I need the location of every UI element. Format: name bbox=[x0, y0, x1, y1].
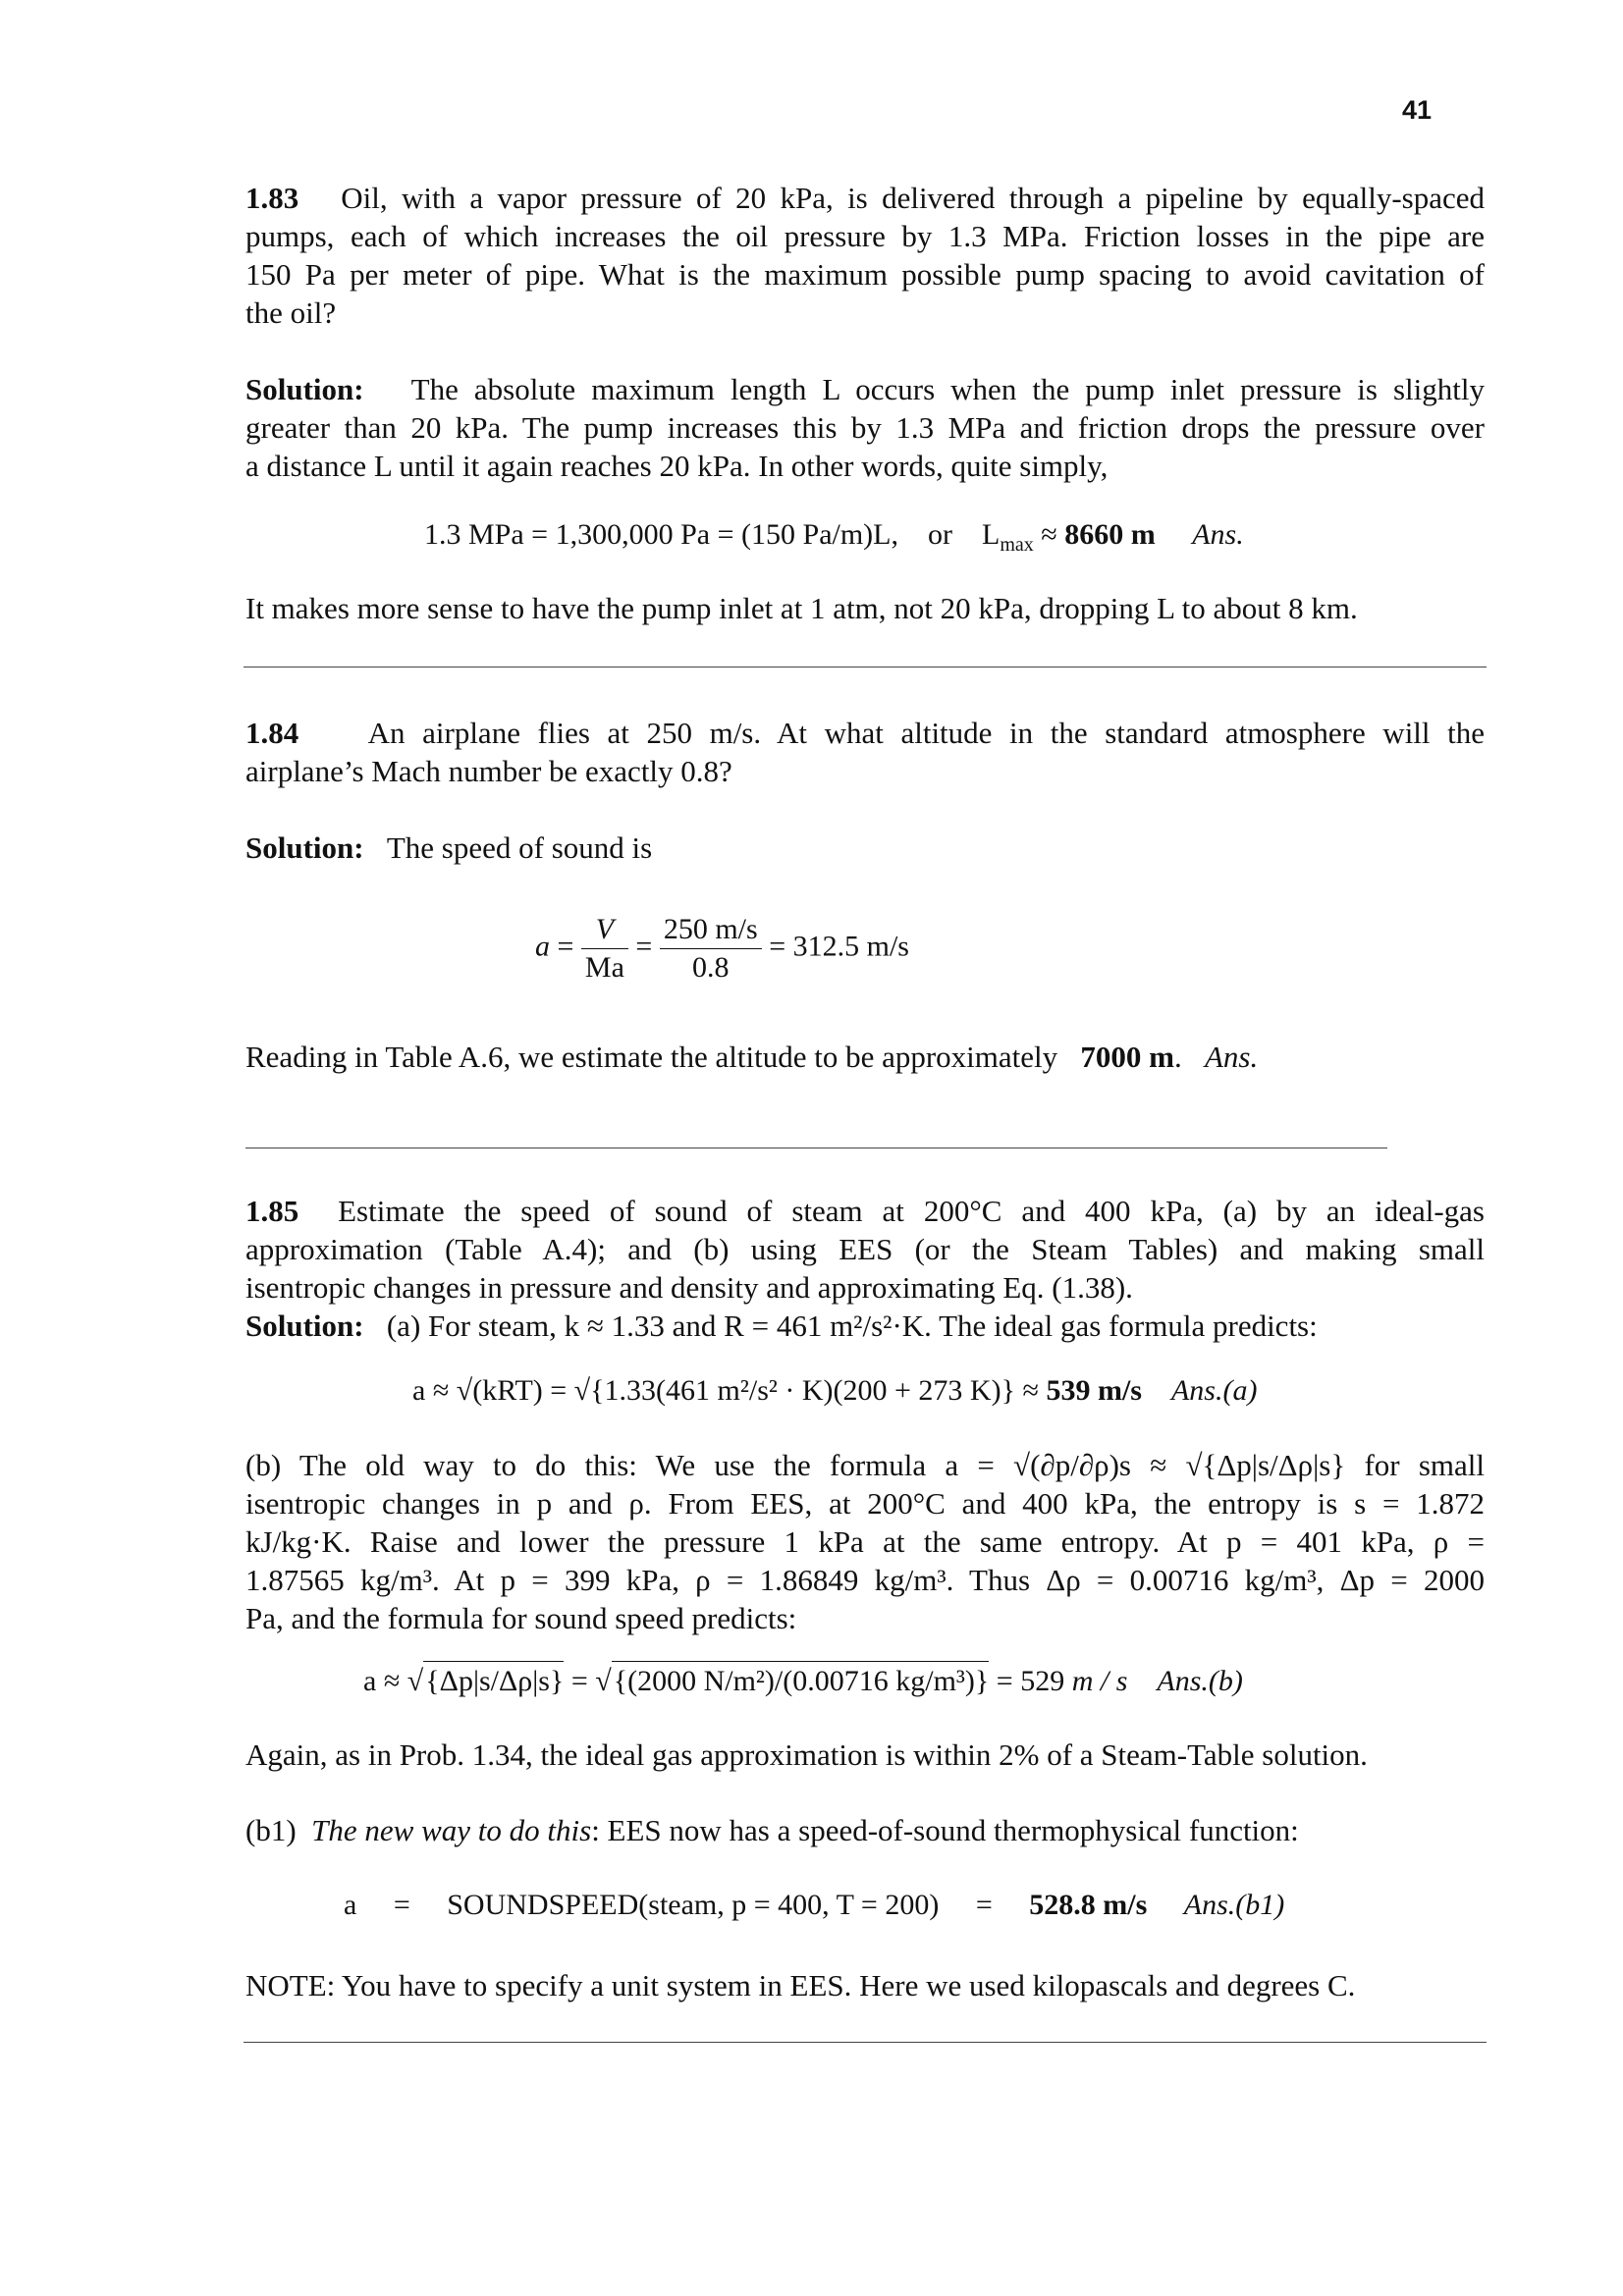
ans-label: Ans.(a) bbox=[1170, 1374, 1258, 1407]
question-line: 150 Pa per meter of pipe. What is the maximum possible pump spacing to avoid cavitation of bbox=[245, 257, 1485, 292]
ans-label: Ans. bbox=[1204, 1040, 1259, 1074]
solution-line: Solution: The speed of sound is bbox=[245, 830, 653, 865]
answer-value: 8660 m bbox=[1064, 518, 1156, 551]
part-b-line: isentropic changes in p and ρ. From EES, at 200°C and 400 kPa, the entropy is s = 1.872 bbox=[245, 1486, 1485, 1521]
again-line: Again, as in Prob. 1.34, the ideal gas approximation is within 2% of a Steam-Table solution. bbox=[245, 1737, 1368, 1772]
solution-label: Solution: bbox=[245, 1308, 364, 1343]
solution-line: Solution: (a) For steam, k ≈ 1.33 and R = 461 m²/s²·K. The ideal gas formula predicts: bbox=[245, 1308, 1318, 1343]
divider bbox=[243, 2042, 1487, 2043]
question-line: approximation (Table A.4); and (b) using EES (or the Steam Tables) and making small bbox=[245, 1232, 1485, 1266]
question-line: airplane’s Mach number be exactly 0.8? bbox=[245, 754, 732, 788]
problem-number: 1.85 bbox=[245, 1194, 299, 1228]
solution-label: Solution: bbox=[245, 372, 364, 406]
part-b-line: 1.87565 kg/m³. At p = 399 kPa, ρ = 1.86849 kg/m³. Thus Δρ = 0.00716 kg/m³, Δp = 2000 bbox=[245, 1563, 1485, 1597]
answer-value: 539 m/s bbox=[1046, 1374, 1142, 1407]
answer-value: 528.8 m/s bbox=[1029, 1889, 1148, 1921]
question-line: pumps, each of which increases the oil pressure by 1.3 MPa. Friction losses in the pipe are bbox=[245, 219, 1485, 253]
question-line: the oil? bbox=[245, 295, 337, 330]
question-line: 1.84 An airplane flies at 250 m/s. At what altitude in the standard atmosphere will the bbox=[245, 716, 1485, 750]
solution-label: Solution: bbox=[245, 830, 364, 865]
equation-speed-of-sound: a = $\frac{V}{Ma}$ = $\frac{250 m/s}{0.8}$ = 312.5 m/s bbox=[535, 911, 909, 987]
b1-line: (b1) The new way to do this: EES now has a speed-of-sound thermophysical function: bbox=[245, 1813, 1299, 1847]
question-line: isentropic changes in pressure and density and approximating Eq. (1.38). bbox=[245, 1270, 1133, 1305]
equation-soundspeed: a = SOUNDSPEED(steam, p = 400, T = 200) = 528.8 m/s Ans.(b1) bbox=[344, 1889, 1285, 1921]
part-b-line: kJ/kg·K. Raise and lower the pressure 1 kPa at the same entropy. At p = 401 kPa, ρ = bbox=[245, 1524, 1485, 1559]
sqrt-symbol: √ bbox=[595, 1665, 612, 1697]
note-line: NOTE: You have to specify a unit system in EES. Here we used kilopascals and degrees C. bbox=[245, 1968, 1356, 2002]
part-b-line: Pa, and the formula for sound speed predicts: bbox=[245, 1601, 797, 1635]
solution-line: a distance L until it again reaches 20 kPa. In other words, quite simply, bbox=[245, 449, 1109, 483]
ans-label: Ans. bbox=[1192, 518, 1244, 551]
problem-number: 1.83 bbox=[245, 181, 299, 215]
equation-isentropic: a ≈ √{Δp|s/Δρ|s} = √{(2000 N/m²)/(0.00716 kg/m³)} = 529 m / s Ans.(b) bbox=[363, 1661, 1243, 1701]
answer-value: 7000 m bbox=[1080, 1040, 1174, 1074]
page-number: 41 bbox=[1402, 95, 1433, 125]
equation-ideal-gas: a ≈ √(kRT) = √{1.33(461 m²/s² · K)(200 + 273 K)} ≈ 539 m/s Ans.(a) bbox=[412, 1374, 1258, 1407]
part-b-line: (b) The old way to do this: We use the formula a = √(∂p/∂ρ)s ≈ √{Δp|s/Δρ|s} for small bbox=[245, 1448, 1485, 1482]
ans-label: Ans.(b) bbox=[1157, 1665, 1243, 1697]
solution-line: greater than 20 kPa. The pump increases this by 1.3 MPa and friction drops the pressure over bbox=[245, 410, 1485, 445]
solution-line: Solution: The absolute maximum length L occurs when the pump inlet pressure is slightly bbox=[245, 372, 1486, 406]
fraction-250-over-0-8: $\frac{250 m/s}{0.8}$ bbox=[660, 911, 762, 987]
fraction-v-over-ma: $\frac{V}{Ma}$ bbox=[581, 911, 628, 987]
problem-number: 1.84 bbox=[245, 716, 299, 750]
question-line: 1.83 Oil, with a vapor pressure of 20 kPa, is delivered through a pipeline by equally-spaced bbox=[245, 181, 1486, 215]
question-line: 1.85 Estimate the speed of sound of steam at 200°C and 400 kPa, (a) by an ideal-gas bbox=[245, 1194, 1485, 1228]
ans-label: Ans.(b1) bbox=[1183, 1889, 1285, 1921]
reading-line: Reading in Table A.6, we estimate the altitude to be approximately 7000 m. Ans. bbox=[245, 1040, 1259, 1074]
note-line: It makes more sense to have the pump inlet at 1 atm, not 20 kPa, dropping L to about 8 km. bbox=[245, 591, 1358, 625]
sqrt-symbol: √ bbox=[406, 1665, 424, 1697]
equation-lmax: 1.3 MPa = 1,300,000 Pa = (150 Pa/m)L, or $L_{max} \approx 8660$ m Ans. bbox=[424, 518, 1244, 556]
